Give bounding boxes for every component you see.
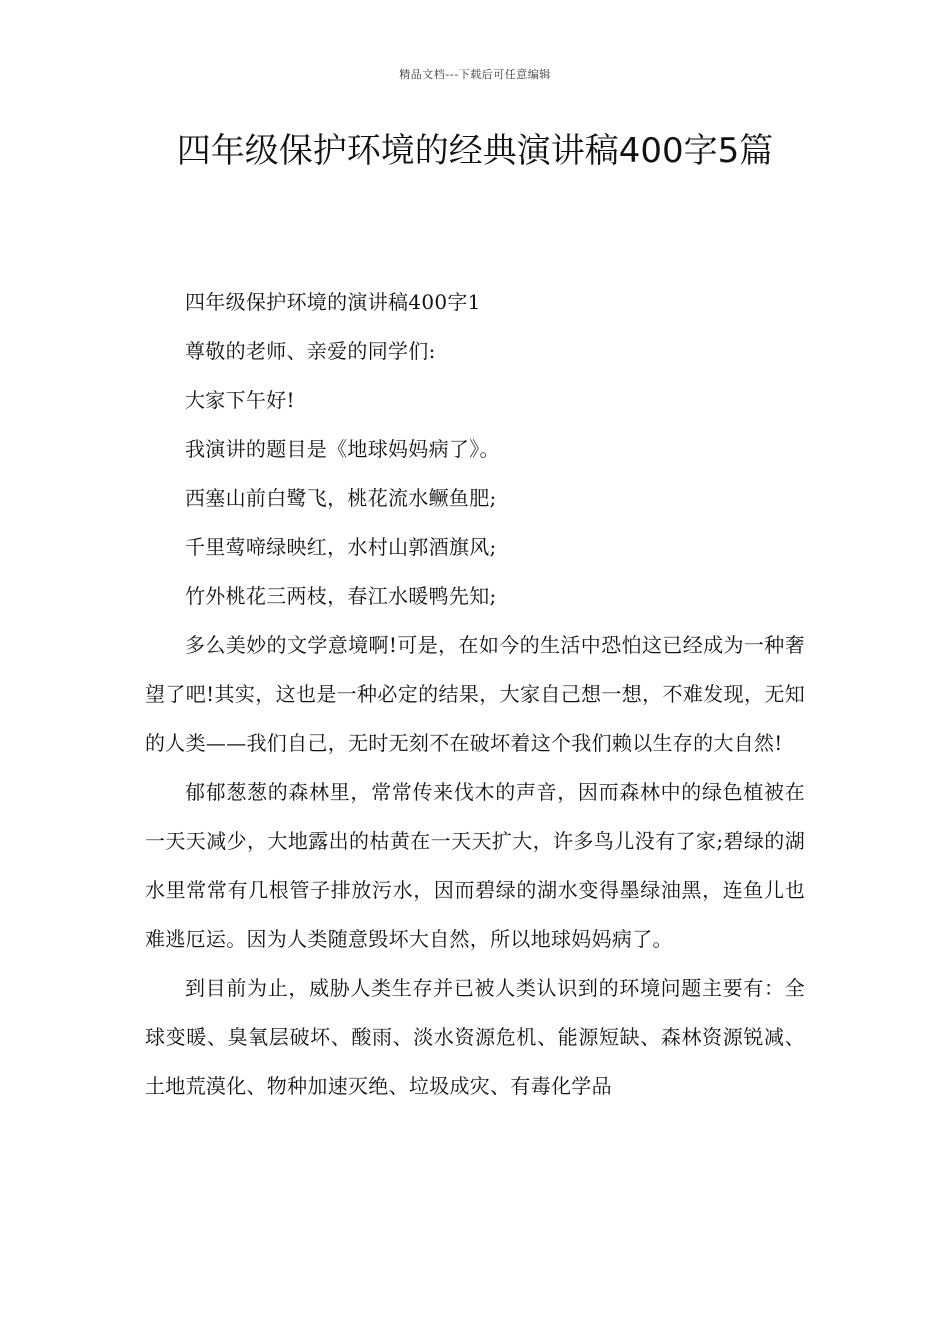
speech-topic: 我演讲的题目是《地球妈妈病了》。 <box>185 437 500 461</box>
body-paragraph: 多么美妙的文学意境啊!可是，在如今的生活中恐怕这已经成为一种奢望了吧!其实，这也是一种必定的结果，大家自己想一想，不难发现，无知的人类——我们自己，无时无刻不在破坏着这个我们赖以生存的大自然! <box>145 633 805 755</box>
page-header: 精品文档---下载后可任意编辑 <box>399 68 551 81</box>
body-paragraph: 郁郁葱葱的森林里，常常传来伐木的声音，因而森林中的绿色植被在一天天减少，大地露出的枯黄在一天天扩大，许多鸟儿没有了家;碧绿的湖水里常常有几根管子排放污水，因而碧绿的湖水变得墨绿油黑，连鱼儿也难逃厄运。因为人类随意毁坏大自然，所以地球妈妈病了。 <box>145 780 805 951</box>
poem-line: 西塞山前白鹭飞，桃花流水鳜鱼肥; <box>185 486 497 510</box>
poem-line: 千里莺啼绿映红，水村山郭酒旗风; <box>185 535 497 559</box>
poem-line: 竹外桃花三两枝，春江水暖鸭先知; <box>185 584 497 608</box>
body-paragraph: 到目前为止，威胁人类生存并已被人类认识到的环境问题主要有：全球变暖、臭氧层破坏、酸雨、淡水资源危机、能源短缺、森林资源锐减、土地荒漠化、物种加速灭绝、垃圾成灾、有毒化学品 <box>145 976 805 1098</box>
section-heading: 四年级保护环境的演讲稿400字1 <box>185 290 481 314</box>
greeting: 大家下午好! <box>185 388 295 412</box>
salutation: 尊敬的老师、亲爱的同学们: <box>185 339 436 363</box>
document-body <box>145 278 805 1111</box>
document-title: 四年级保护环境的经典演讲稿400字5篇 <box>176 131 774 171</box>
